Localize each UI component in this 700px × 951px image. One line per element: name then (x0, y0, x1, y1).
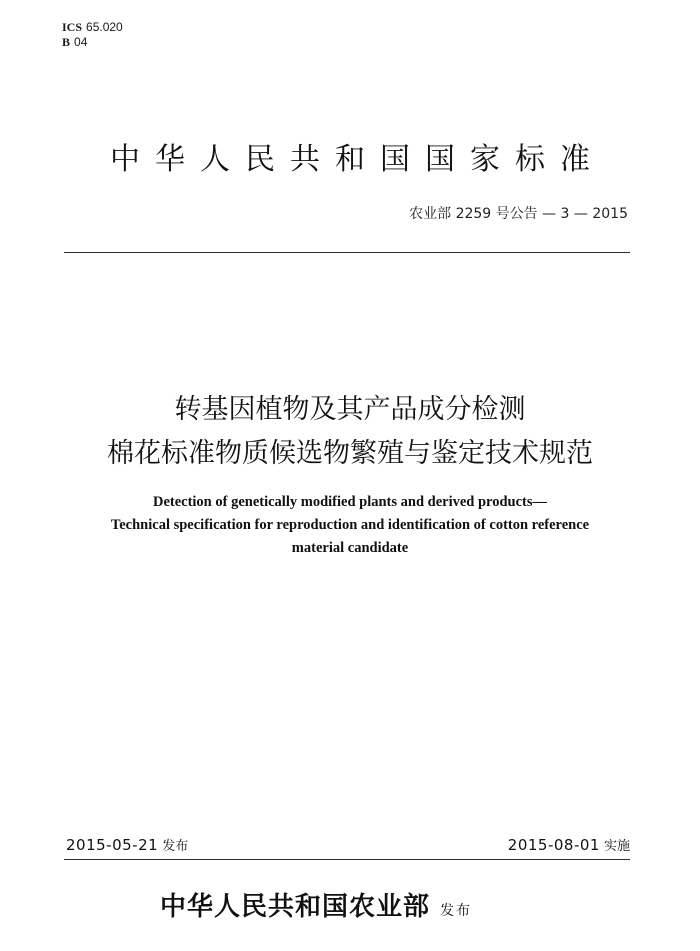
chinese-title-line-2: 棉花标准物质候选物繁殖与鉴定技术规范 (107, 438, 593, 469)
ccs-code (62, 35, 123, 50)
english-title-line-2: Technical specification for reproduction and identification of cotton reference (110, 517, 590, 533)
implementation-date (508, 835, 630, 854)
ccs-label: B (62, 35, 71, 49)
english-title-line-1: Detection of genetically modified plants and derived products— (152, 494, 548, 510)
classification-codes (62, 20, 123, 50)
chinese-title-line-1: 转基因植物及其产品成分检测 (174, 394, 526, 425)
issuer-label: 发布 (440, 903, 473, 919)
ics-value: 65.020 (86, 20, 123, 34)
release-date-value: 2015-05-21 (66, 836, 159, 854)
release-date (66, 835, 188, 854)
standard-number: 农业部 2259 号公告 — 3 — 2015 (409, 206, 628, 222)
implementation-date-value: 2015-08-01 (507, 836, 600, 854)
bottom-divider (64, 859, 630, 860)
chinese-title (0, 388, 700, 476)
release-label: 发布 (162, 839, 189, 854)
implementation-label: 实施 (603, 839, 630, 854)
english-title (40, 491, 660, 560)
issuer-name: 中华人民共和国农业部 (160, 892, 431, 922)
top-divider (64, 252, 630, 253)
standard-title: 中华人民共和国国家标准 (110, 142, 605, 177)
ics-label: ICS (62, 20, 83, 34)
ics-code (62, 20, 123, 35)
issuing-authority (160, 886, 472, 923)
ccs-value: 04 (74, 35, 88, 49)
english-title-line-3: material candidate (291, 540, 409, 556)
